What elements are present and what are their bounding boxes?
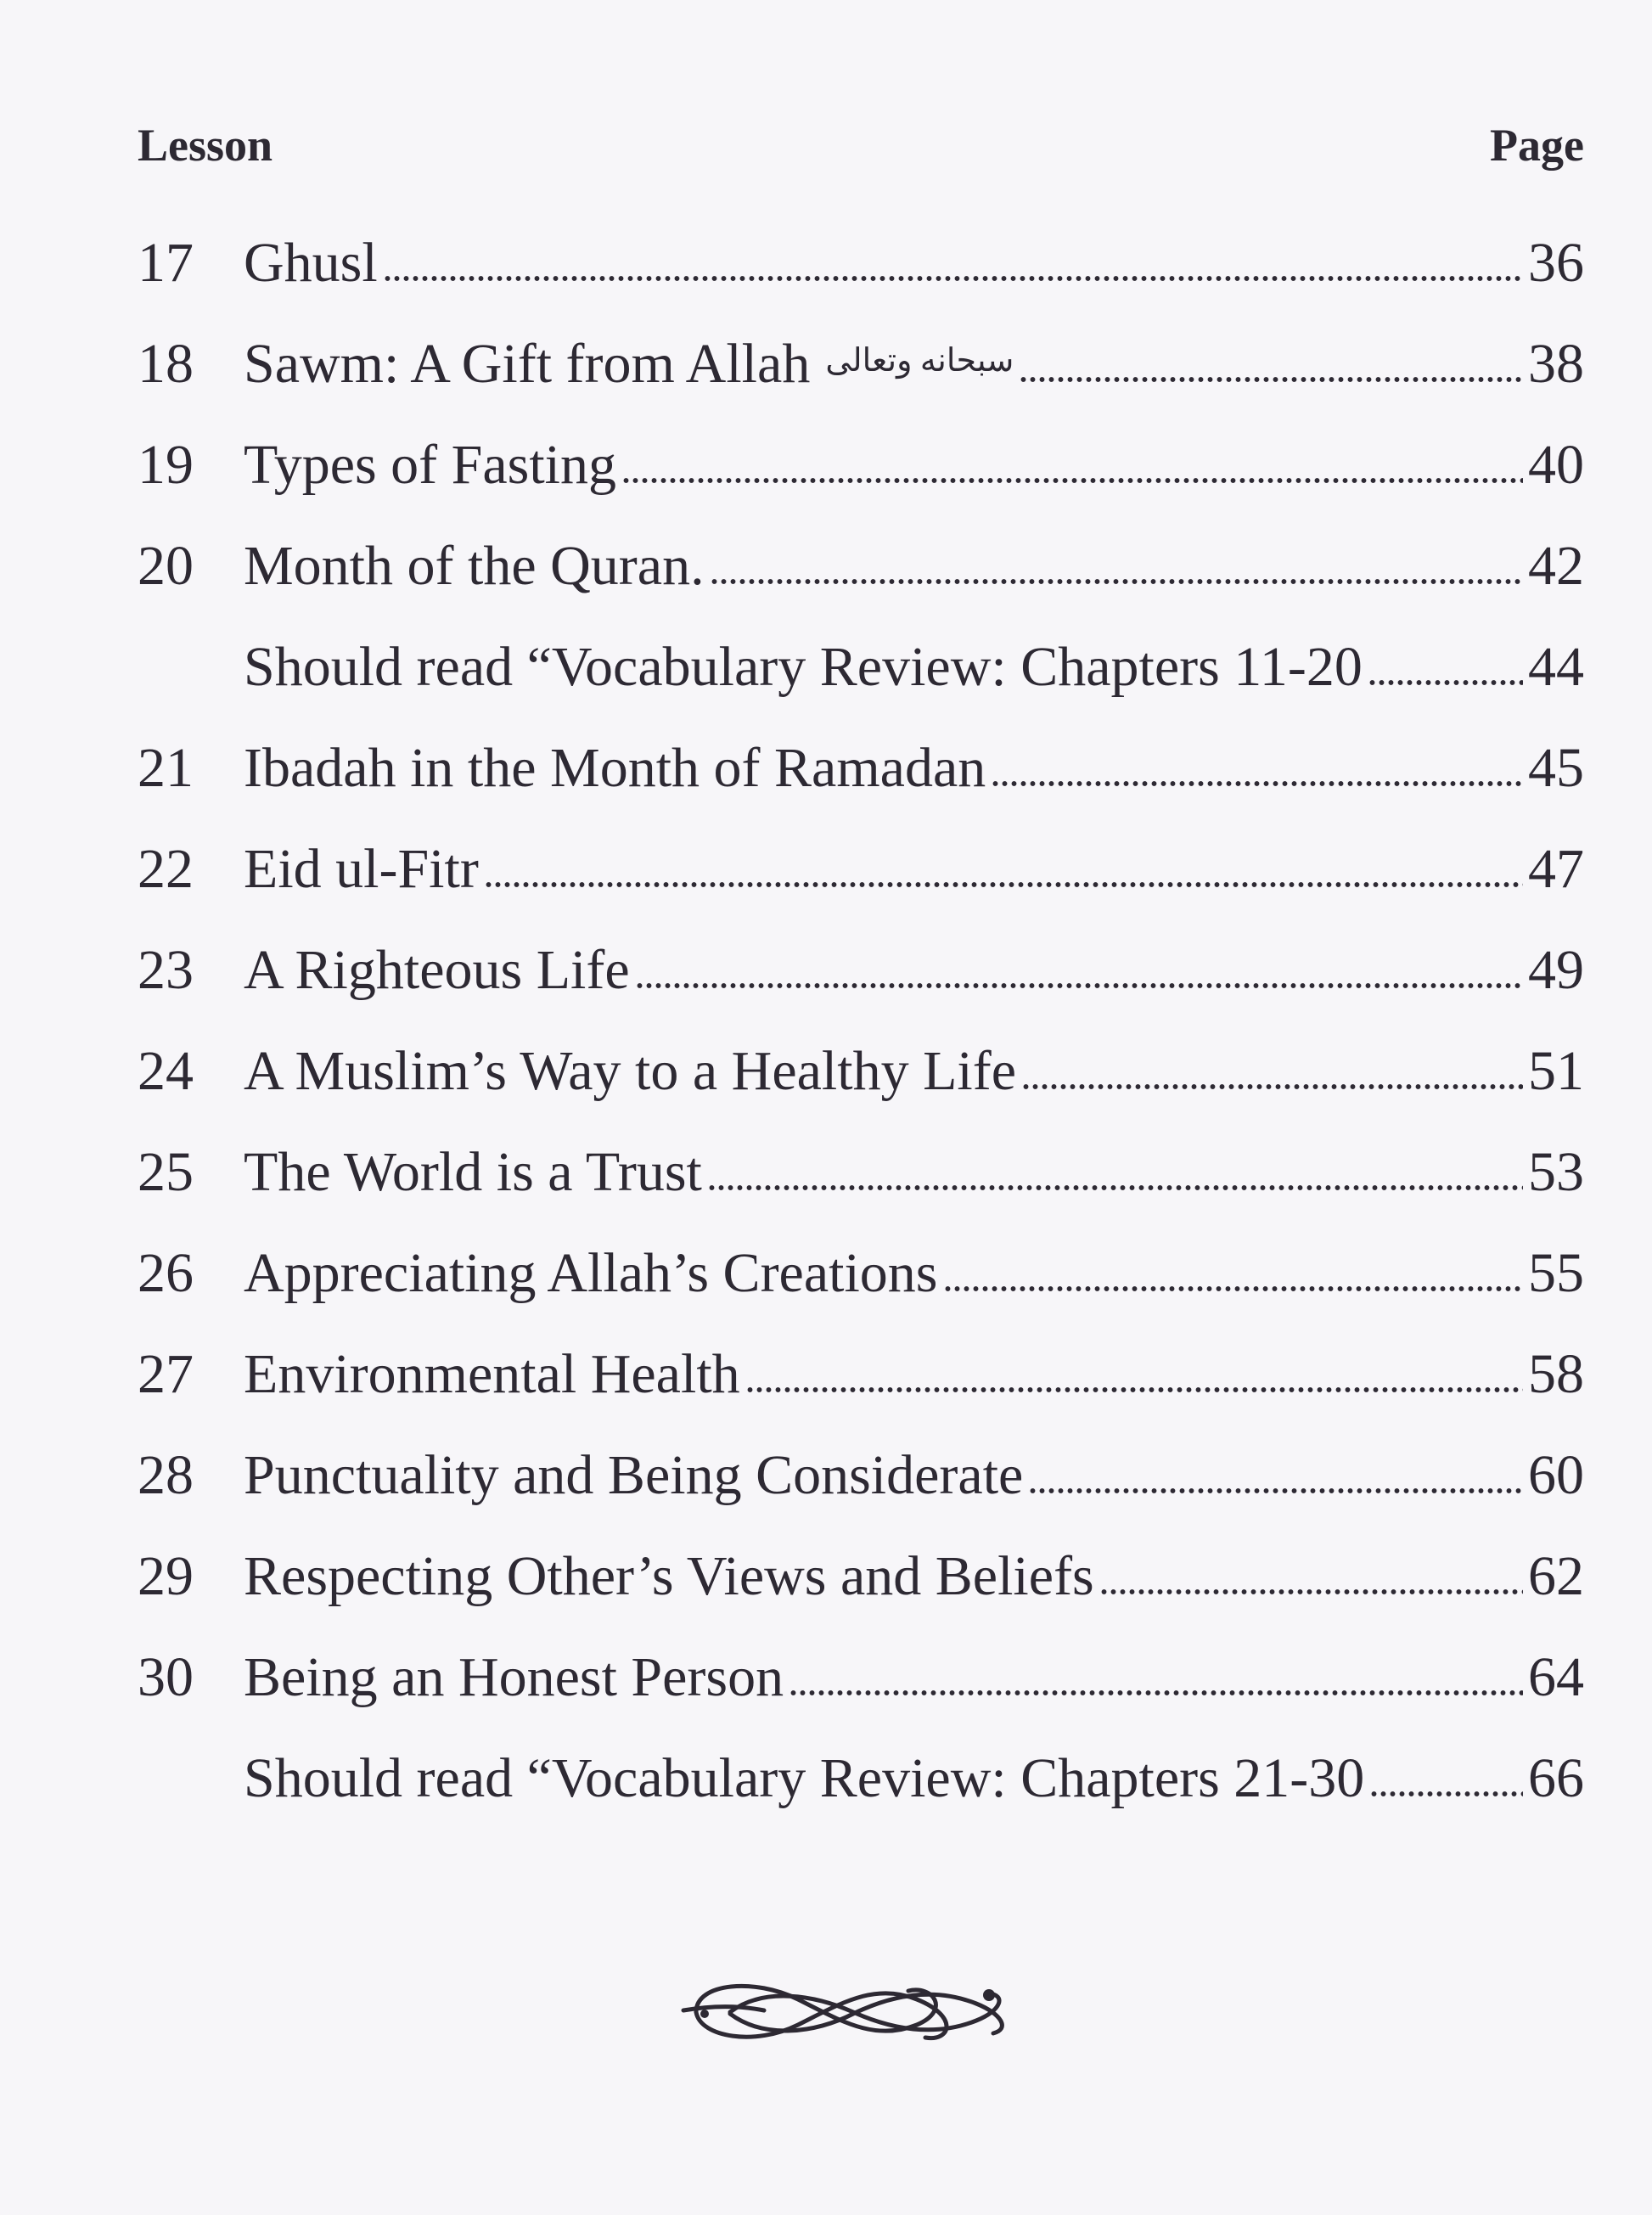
toc-entry-lesson-24[interactable] [138, 1020, 1584, 1122]
toc-entry-lesson-27[interactable] [138, 1324, 1584, 1425]
dot-leader [1021, 1052, 1523, 1091]
lesson-title: The World is a Trust [244, 1140, 702, 1203]
lesson-number: 30 [138, 1645, 194, 1708]
lesson-title: Punctuality and Being Considerate [244, 1443, 1024, 1506]
dot-leader [635, 951, 1523, 990]
toc-entry-lesson-20[interactable] [138, 515, 1584, 616]
toc-list [138, 212, 1584, 1829]
lesson-title: Should read “Vocabulary Review: Chapters 11-20 [244, 635, 1363, 698]
page-number: 64 [1528, 1645, 1584, 1708]
page-number: 53 [1528, 1140, 1584, 1203]
lesson-number: 23 [138, 938, 194, 1001]
dot-leader [1369, 1759, 1523, 1798]
toc-entry-lesson-30[interactable] [138, 1627, 1584, 1728]
lesson-number: 18 [138, 332, 194, 395]
lesson-number: 19 [138, 433, 194, 496]
dot-leader [745, 1355, 1523, 1394]
toc-entry-lesson-17[interactable] [138, 212, 1584, 313]
lesson-number: 29 [138, 1544, 194, 1607]
toc-entry-vocabulary-review[interactable] [138, 616, 1584, 717]
toc-entry-lesson-29[interactable] [138, 1526, 1584, 1627]
lesson-title: A Righteous Life [244, 938, 630, 1001]
page-number: 38 [1528, 332, 1584, 395]
toc-entry-vocabulary-review[interactable] [138, 1728, 1584, 1829]
dot-leader [1019, 345, 1523, 384]
lesson-number: 26 [138, 1241, 194, 1304]
dot-leader [710, 547, 1523, 586]
dot-leader [991, 749, 1523, 788]
dot-leader [484, 850, 1523, 889]
toc-entry-lesson-25[interactable] [138, 1122, 1584, 1223]
page-number: 51 [1528, 1039, 1584, 1102]
page-number: 44 [1528, 635, 1584, 698]
page-number: 40 [1528, 433, 1584, 496]
page-number: 55 [1528, 1241, 1584, 1304]
toc-entry-lesson-23[interactable] [138, 919, 1584, 1020]
dot-leader [943, 1254, 1524, 1293]
page-column-label: Page [1490, 120, 1584, 171]
lesson-number: 27 [138, 1342, 194, 1405]
lesson-title: Being an Honest Person [244, 1645, 784, 1708]
toc-entry-lesson-28[interactable] [138, 1425, 1584, 1526]
lesson-title: Month of the Quran. [244, 534, 705, 597]
dot-leader [707, 1153, 1523, 1192]
page-number: 62 [1528, 1544, 1584, 1607]
flourish-ornament-icon [679, 1961, 1027, 2063]
lesson-number: 21 [138, 736, 194, 799]
toc-entry-lesson-22[interactable] [138, 818, 1584, 919]
lesson-title: Appreciating Allah’s Creations [244, 1241, 938, 1304]
toc-entry-lesson-19[interactable] [138, 414, 1584, 515]
lesson-number: 24 [138, 1039, 194, 1102]
lesson-number: 25 [138, 1140, 194, 1203]
toc-entry-lesson-21[interactable] [138, 717, 1584, 818]
lesson-title: Respecting Other’s Views and Beliefs [244, 1544, 1094, 1607]
page-number: 49 [1528, 938, 1584, 1001]
lesson-title: Eid ul-Fitr [244, 837, 479, 900]
page-number: 58 [1528, 1342, 1584, 1405]
page-number: 42 [1528, 534, 1584, 597]
page-number: 36 [1528, 231, 1584, 294]
lesson-title: Sawm: A Gift from Allah [244, 332, 811, 395]
page-number: 66 [1528, 1746, 1584, 1809]
dot-leader [1028, 1456, 1523, 1495]
lesson-number: 20 [138, 534, 194, 597]
lesson-title: Should read “Vocabulary Review: Chapters 21-30 [244, 1746, 1365, 1809]
toc-entry-lesson-18[interactable] [138, 313, 1584, 414]
dot-leader [1368, 648, 1523, 687]
lesson-number: 17 [138, 231, 194, 294]
dot-leader [383, 244, 1523, 283]
lesson-title: A Muslim’s Way to a Healthy Life [244, 1039, 1017, 1102]
lesson-title: Types of Fasting [244, 433, 617, 496]
lesson-title: Ghusl [244, 231, 378, 294]
lesson-number: 28 [138, 1443, 194, 1506]
lesson-column-label: Lesson [138, 120, 273, 171]
arabic-honorific-glyph: سبحانه وتعالى [825, 342, 1014, 379]
dot-leader [621, 446, 1523, 485]
lesson-number: 22 [138, 837, 194, 900]
lesson-title: Environmental Health [244, 1342, 740, 1405]
lesson-title: Ibadah in the Month of Ramadan [244, 736, 986, 799]
dot-leader [1099, 1557, 1523, 1596]
page-number: 60 [1528, 1443, 1584, 1506]
page-number: 47 [1528, 837, 1584, 900]
toc-header [138, 119, 1584, 187]
page-number: 45 [1528, 736, 1584, 799]
toc-entry-lesson-26[interactable] [138, 1223, 1584, 1324]
dot-leader [789, 1658, 1523, 1697]
